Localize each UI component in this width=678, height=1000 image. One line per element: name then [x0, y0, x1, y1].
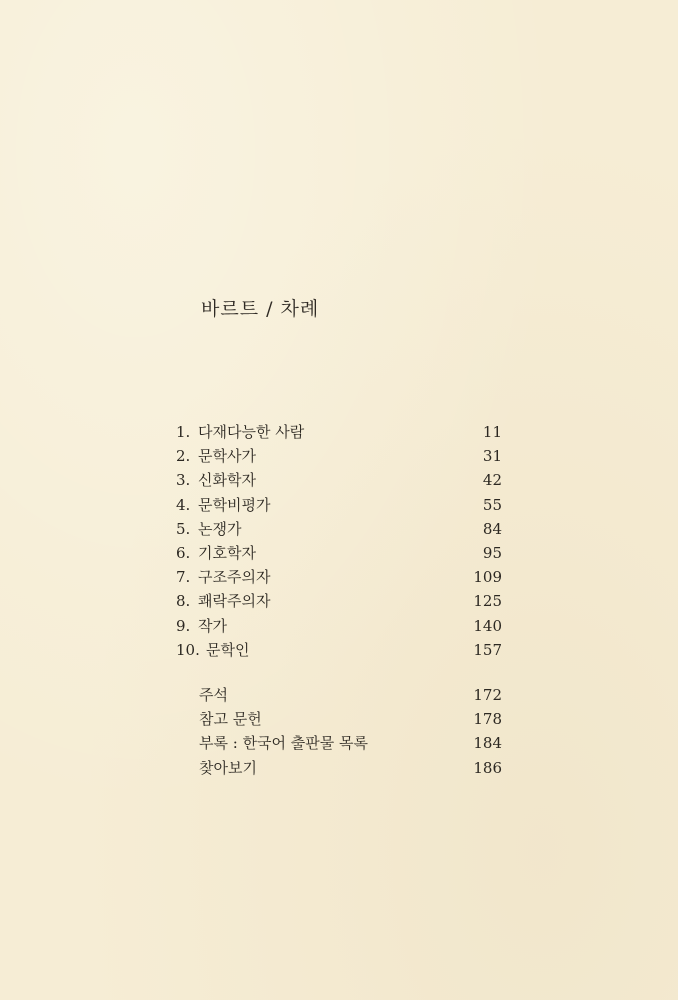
chapter-row: [176, 517, 502, 541]
chapter-row: [176, 589, 502, 613]
chapter-page-number: 84: [482, 519, 502, 538]
chapter-title: 기호학자: [198, 543, 256, 562]
chapter-number: 5.: [176, 519, 191, 538]
chapter-page-number: 125: [473, 592, 502, 611]
back-matter-title: 찾아보기: [199, 758, 257, 777]
chapter-page-number: 95: [482, 543, 502, 562]
chapter-title: 문학인: [206, 640, 250, 659]
chapter-row: [176, 468, 502, 492]
chapter-number: 6.: [176, 543, 191, 562]
back-matter-row: [176, 707, 502, 731]
back-matter-list: [176, 683, 502, 780]
chapter-title: 쾌락주의자: [198, 592, 271, 611]
chapter-title: 신화학자: [198, 471, 256, 490]
back-matter-title: 주석: [199, 686, 228, 704]
chapter-title: 논쟁가: [198, 519, 242, 538]
chapter-number: 9.: [176, 616, 191, 635]
back-matter-title: 부록 : 한국어 출판물 목록: [199, 734, 369, 753]
chapter-title: 구조주의자: [198, 568, 271, 587]
chapter-number: 2.: [176, 447, 191, 466]
back-matter-page-number: 172: [473, 686, 502, 704]
chapter-number: 7.: [176, 568, 191, 587]
back-matter-title: 참고 문헌: [199, 710, 262, 729]
chapter-title: 문학비평가: [198, 495, 271, 514]
chapter-row: [176, 493, 502, 517]
chapter-number: 1.: [176, 423, 191, 441]
back-matter-page-number: 178: [473, 710, 502, 729]
chapter-title: 문학사가: [198, 447, 256, 466]
chapter-number: 4.: [176, 495, 191, 514]
back-matter-row: [176, 756, 502, 780]
back-matter-row: [176, 683, 502, 707]
chapter-list: [176, 420, 502, 662]
chapter-row: [176, 614, 502, 638]
chapter-number: 10.: [176, 640, 200, 659]
back-matter-row: [176, 731, 502, 755]
chapter-row: [176, 565, 502, 589]
chapter-number: 3.: [176, 471, 191, 490]
back-matter-page-number: 184: [473, 734, 502, 753]
chapter-number: 8.: [176, 592, 191, 611]
chapter-page-number: 31: [482, 447, 502, 466]
chapter-title: 작가: [198, 616, 227, 635]
chapter-page-number: 140: [473, 616, 502, 635]
chapter-row: [176, 444, 502, 468]
back-matter-page-number: 186: [473, 758, 502, 777]
chapter-row: [176, 420, 502, 444]
chapter-row: [176, 638, 502, 662]
chapter-page-number: 42: [482, 471, 502, 490]
chapter-page-number: 11: [482, 423, 502, 441]
chapter-title: 다재다능한 사람: [198, 423, 305, 441]
chapter-page-number: 109: [473, 568, 502, 587]
page-title: 바르트 / 차례: [201, 298, 320, 320]
chapter-row: [176, 541, 502, 565]
chapter-page-number: 55: [482, 495, 502, 514]
chapter-page-number: 157: [473, 640, 502, 659]
